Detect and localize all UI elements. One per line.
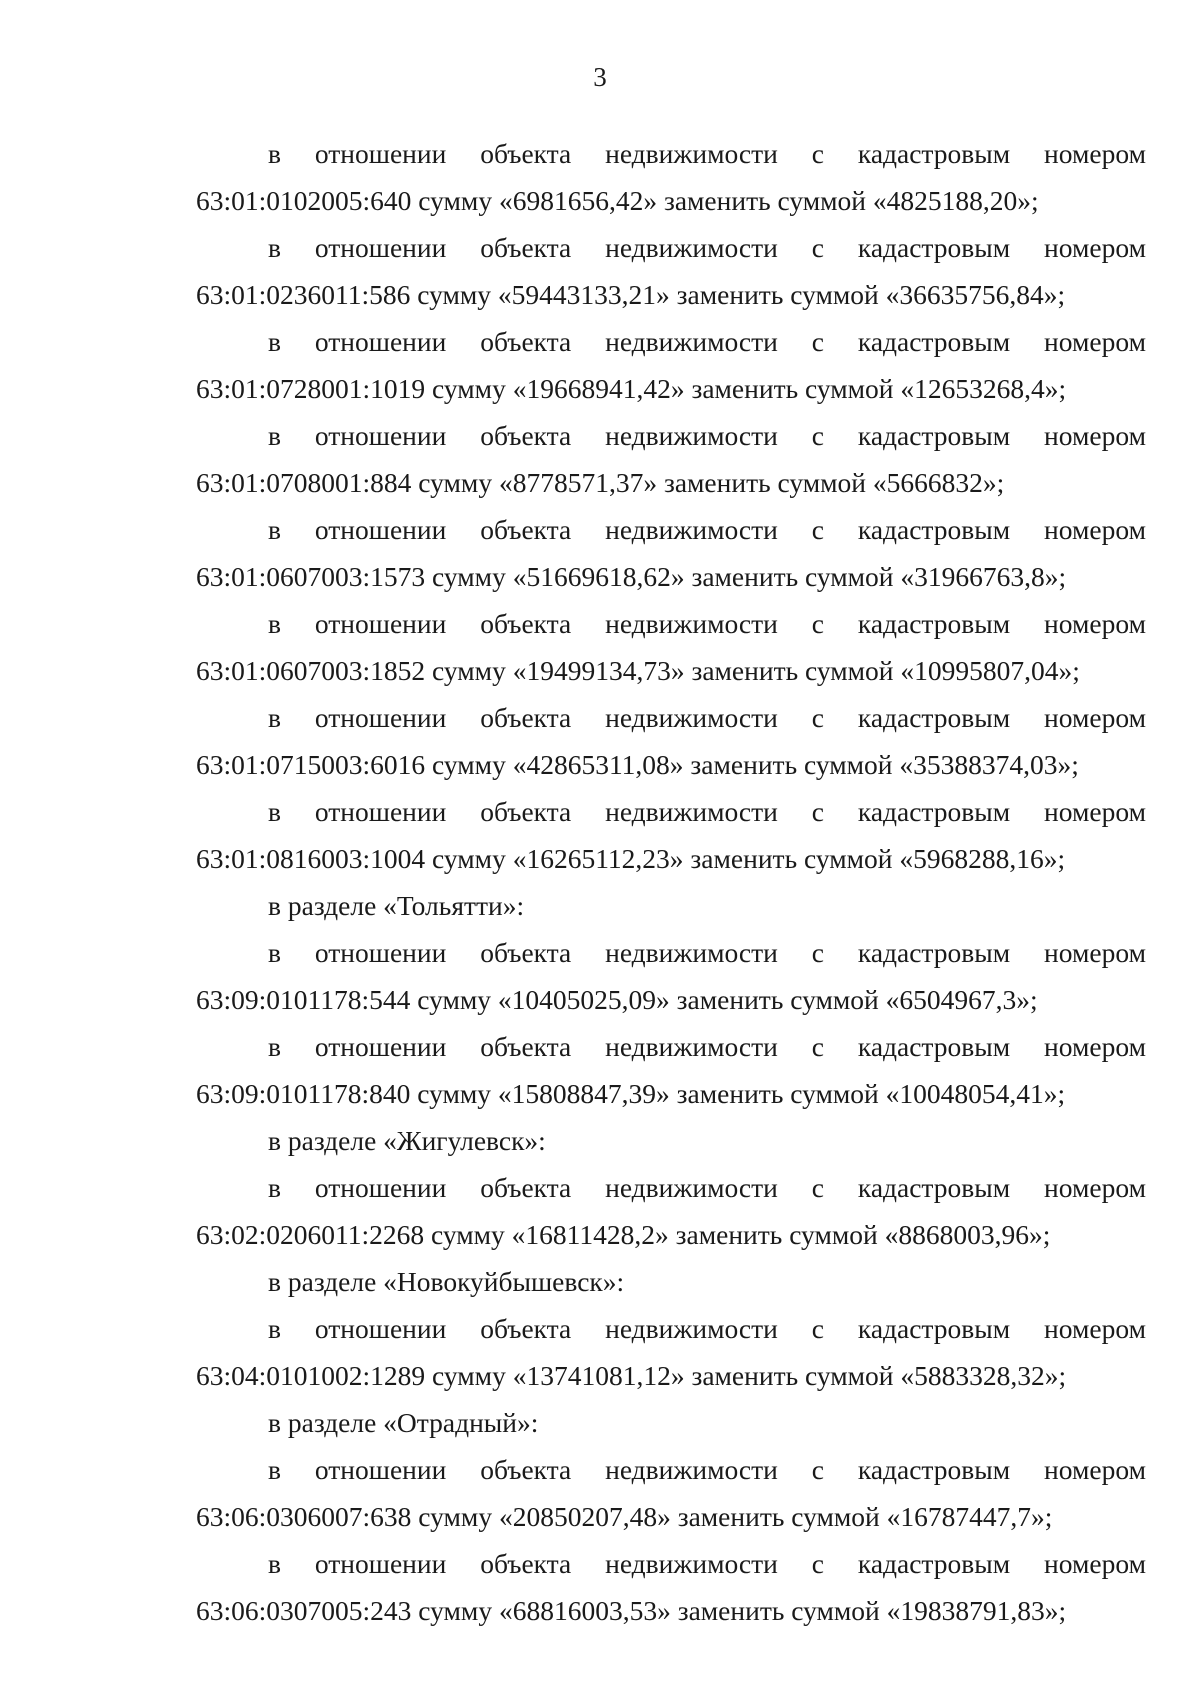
entry-word: с: [811, 514, 824, 545]
entry-word: недвижимости: [605, 514, 778, 545]
entry-word: кадастровым: [857, 1313, 1011, 1344]
section-heading: в разделе «Тольятти»:: [268, 890, 525, 921]
entry-word: с: [811, 326, 824, 357]
entry-word: отношении: [314, 1313, 447, 1344]
entry-word: в: [268, 796, 281, 827]
amendment-entry: [196, 318, 1146, 412]
entry-lead-line: [196, 224, 1146, 271]
entry-lead-line: [196, 1446, 1146, 1493]
entry-word: с: [811, 1548, 824, 1579]
entry-word: объекта: [480, 702, 572, 733]
entry-word: отношении: [314, 608, 447, 639]
entry-word: номером: [1044, 232, 1146, 263]
entry-word: в: [268, 138, 281, 169]
entry-lead-line: [196, 1540, 1146, 1587]
entry-detail-line: 63:01:0607003:1573 сумму «51669618,62» заменить суммой «31966763,8»;: [196, 561, 1067, 592]
entry-word: отношении: [314, 232, 447, 263]
entry-word: в: [268, 514, 281, 545]
entry-word: отношении: [314, 1031, 447, 1062]
entry-word: отношении: [314, 796, 447, 827]
entry-detail-line: 63:01:0102005:640 сумму «6981656,42» заменить суммой «4825188,20»;: [196, 185, 1039, 216]
entry-word: недвижимости: [605, 232, 778, 263]
entry-word: в: [268, 1548, 281, 1579]
section-heading: в разделе «Новокуйбышевск»:: [268, 1266, 625, 1297]
entry-word: недвижимости: [605, 1031, 778, 1062]
entry-detail-line: 63:01:0816003:1004 сумму «16265112,23» заменить суммой «5968288,16»;: [196, 843, 1066, 874]
entry-word: номером: [1044, 514, 1146, 545]
entry-word: кадастровым: [857, 420, 1011, 451]
entry-word: отношении: [314, 1454, 447, 1485]
entry-word: отношении: [314, 1548, 447, 1579]
entry-word: недвижимости: [605, 796, 778, 827]
entry-word: недвижимости: [605, 937, 778, 968]
amendment-entry: [196, 224, 1146, 318]
entry-word: кадастровым: [857, 1454, 1011, 1485]
entry-word: объекта: [480, 937, 572, 968]
entry-word: в: [268, 232, 281, 263]
entry-word: объекта: [480, 796, 572, 827]
entry-word: недвижимости: [605, 1548, 778, 1579]
entry-detail-line: 63:01:0728001:1019 сумму «19668941,42» заменить суммой «12653268,4»;: [196, 373, 1067, 404]
entry-word: с: [811, 232, 824, 263]
entry-word: отношении: [314, 1172, 447, 1203]
entry-word: номером: [1044, 138, 1146, 169]
entry-word: в: [268, 1172, 281, 1203]
entry-detail-line: 63:02:0206011:2268 сумму «16811428,2» заменить суммой «8868003,96»;: [196, 1219, 1051, 1250]
entry-detail-line: 63:01:0236011:586 сумму «59443133,21» заменить суммой «36635756,84»;: [196, 279, 1066, 310]
entry-detail-line: 63:06:0306007:638 сумму «20850207,48» заменить суммой «16787447,7»;: [196, 1501, 1053, 1532]
entry-word: в: [268, 937, 281, 968]
entry-word: с: [811, 138, 824, 169]
entry-word: в: [268, 420, 281, 451]
entry-detail-line: 63:06:0307005:243 сумму «68816003,53» заменить суммой «19838791,83»;: [196, 1595, 1067, 1626]
entry-word: объекта: [480, 1031, 572, 1062]
entry-lead-line: [196, 694, 1146, 741]
entry-word: объекта: [480, 1313, 572, 1344]
entry-word: кадастровым: [857, 937, 1011, 968]
entry-word: кадастровым: [857, 1172, 1011, 1203]
entry-word: с: [811, 1172, 824, 1203]
entry-lead-line: [196, 506, 1146, 553]
entry-word: с: [811, 1454, 824, 1485]
entry-word: кадастровым: [857, 232, 1011, 263]
entry-word: номером: [1044, 420, 1146, 451]
entry-word: недвижимости: [605, 138, 778, 169]
entry-word: объекта: [480, 420, 572, 451]
entry-word: номером: [1044, 937, 1146, 968]
entry-word: отношении: [314, 138, 447, 169]
entry-word: с: [811, 1313, 824, 1344]
entry-word: с: [811, 608, 824, 639]
entry-detail-line: 63:01:0715003:6016 сумму «42865311,08» заменить суммой «35388374,03»;: [196, 749, 1079, 780]
amendment-entry: [196, 412, 1146, 506]
entry-word: с: [811, 702, 824, 733]
entry-word: номером: [1044, 1313, 1146, 1344]
page-number: 3: [593, 62, 607, 92]
entry-word: номером: [1044, 1548, 1146, 1579]
entry-word: объекта: [480, 138, 572, 169]
entry-detail-line: 63:09:0101178:840 сумму «15808847,39» заменить суммой «10048054,41»;: [196, 1078, 1066, 1109]
entry-word: кадастровым: [857, 1548, 1011, 1579]
entry-word: номером: [1044, 1172, 1146, 1203]
entry-word: объекта: [480, 514, 572, 545]
entry-word: отношении: [314, 326, 447, 357]
entry-word: номером: [1044, 326, 1146, 357]
entry-word: номером: [1044, 702, 1146, 733]
amendment-entry: [196, 1305, 1146, 1399]
entry-lead-line: [196, 929, 1146, 976]
entry-word: номером: [1044, 1454, 1146, 1485]
entry-lead-line: [196, 130, 1146, 177]
entry-word: недвижимости: [605, 1172, 778, 1203]
entry-word: отношении: [314, 937, 447, 968]
entry-word: номером: [1044, 1031, 1146, 1062]
section-heading: в разделе «Отрадный»:: [268, 1407, 539, 1438]
entry-lead-line: [196, 1023, 1146, 1070]
entry-word: недвижимости: [605, 702, 778, 733]
amendment-entry: [196, 1446, 1146, 1540]
entry-word: номером: [1044, 796, 1146, 827]
entry-word: с: [811, 420, 824, 451]
entry-word: в: [268, 1031, 281, 1062]
entry-word: недвижимости: [605, 1454, 778, 1485]
entry-word: кадастровым: [857, 138, 1011, 169]
amendment-entry: [196, 1540, 1146, 1634]
entry-word: кадастровым: [857, 514, 1011, 545]
document-body: [196, 130, 1146, 1634]
entry-word: объекта: [480, 1172, 572, 1203]
entry-detail-line: 63:04:0101002:1289 сумму «13741081,12» заменить суммой «5883328,32»;: [196, 1360, 1067, 1391]
entry-word: недвижимости: [605, 608, 778, 639]
entry-word: кадастровым: [857, 1031, 1011, 1062]
entry-word: отношении: [314, 702, 447, 733]
entry-word: отношении: [314, 514, 447, 545]
amendment-entry: [196, 929, 1146, 1023]
entry-word: в: [268, 1454, 281, 1485]
entry-detail-line: 63:01:0607003:1852 сумму «19499134,73» заменить суммой «10995807,04»;: [196, 655, 1080, 686]
entry-word: отношении: [314, 420, 447, 451]
amendment-entry: [196, 1023, 1146, 1117]
entry-lead-line: [196, 318, 1146, 365]
entry-word: недвижимости: [605, 326, 778, 357]
entry-word: недвижимости: [605, 420, 778, 451]
entry-lead-line: [196, 1305, 1146, 1352]
entry-lead-line: [196, 1164, 1146, 1211]
entry-lead-line: [196, 412, 1146, 459]
entry-word: с: [811, 796, 824, 827]
entry-lead-line: [196, 788, 1146, 835]
entry-word: объекта: [480, 1454, 572, 1485]
entry-word: кадастровым: [857, 608, 1011, 639]
entry-word: объекта: [480, 326, 572, 357]
entry-word: с: [811, 1031, 824, 1062]
section-heading: в разделе «Жигулевск»:: [268, 1125, 546, 1156]
amendment-entry: [196, 694, 1146, 788]
entry-word: номером: [1044, 608, 1146, 639]
amendment-entry: [196, 1164, 1146, 1258]
entry-word: в: [268, 702, 281, 733]
amendment-entry: [196, 506, 1146, 600]
entry-word: объекта: [480, 608, 572, 639]
entry-lead-line: [196, 600, 1146, 647]
entry-word: кадастровым: [857, 796, 1011, 827]
entry-word: кадастровым: [857, 702, 1011, 733]
entry-word: объекта: [480, 232, 572, 263]
entry-word: с: [811, 937, 824, 968]
entry-word: кадастровым: [857, 326, 1011, 357]
entry-word: в: [268, 326, 281, 357]
amendment-entry: [196, 600, 1146, 694]
entry-detail-line: 63:01:0708001:884 сумму «8778571,37» заменить суммой «5666832»;: [196, 467, 1005, 498]
entry-word: в: [268, 1313, 281, 1344]
entry-word: в: [268, 608, 281, 639]
amendment-entry: [196, 788, 1146, 882]
amendment-entry: [196, 130, 1146, 224]
entry-detail-line: 63:09:0101178:544 сумму «10405025,09» заменить суммой «6504967,3»;: [196, 984, 1038, 1015]
entry-word: недвижимости: [605, 1313, 778, 1344]
entry-word: объекта: [480, 1548, 572, 1579]
